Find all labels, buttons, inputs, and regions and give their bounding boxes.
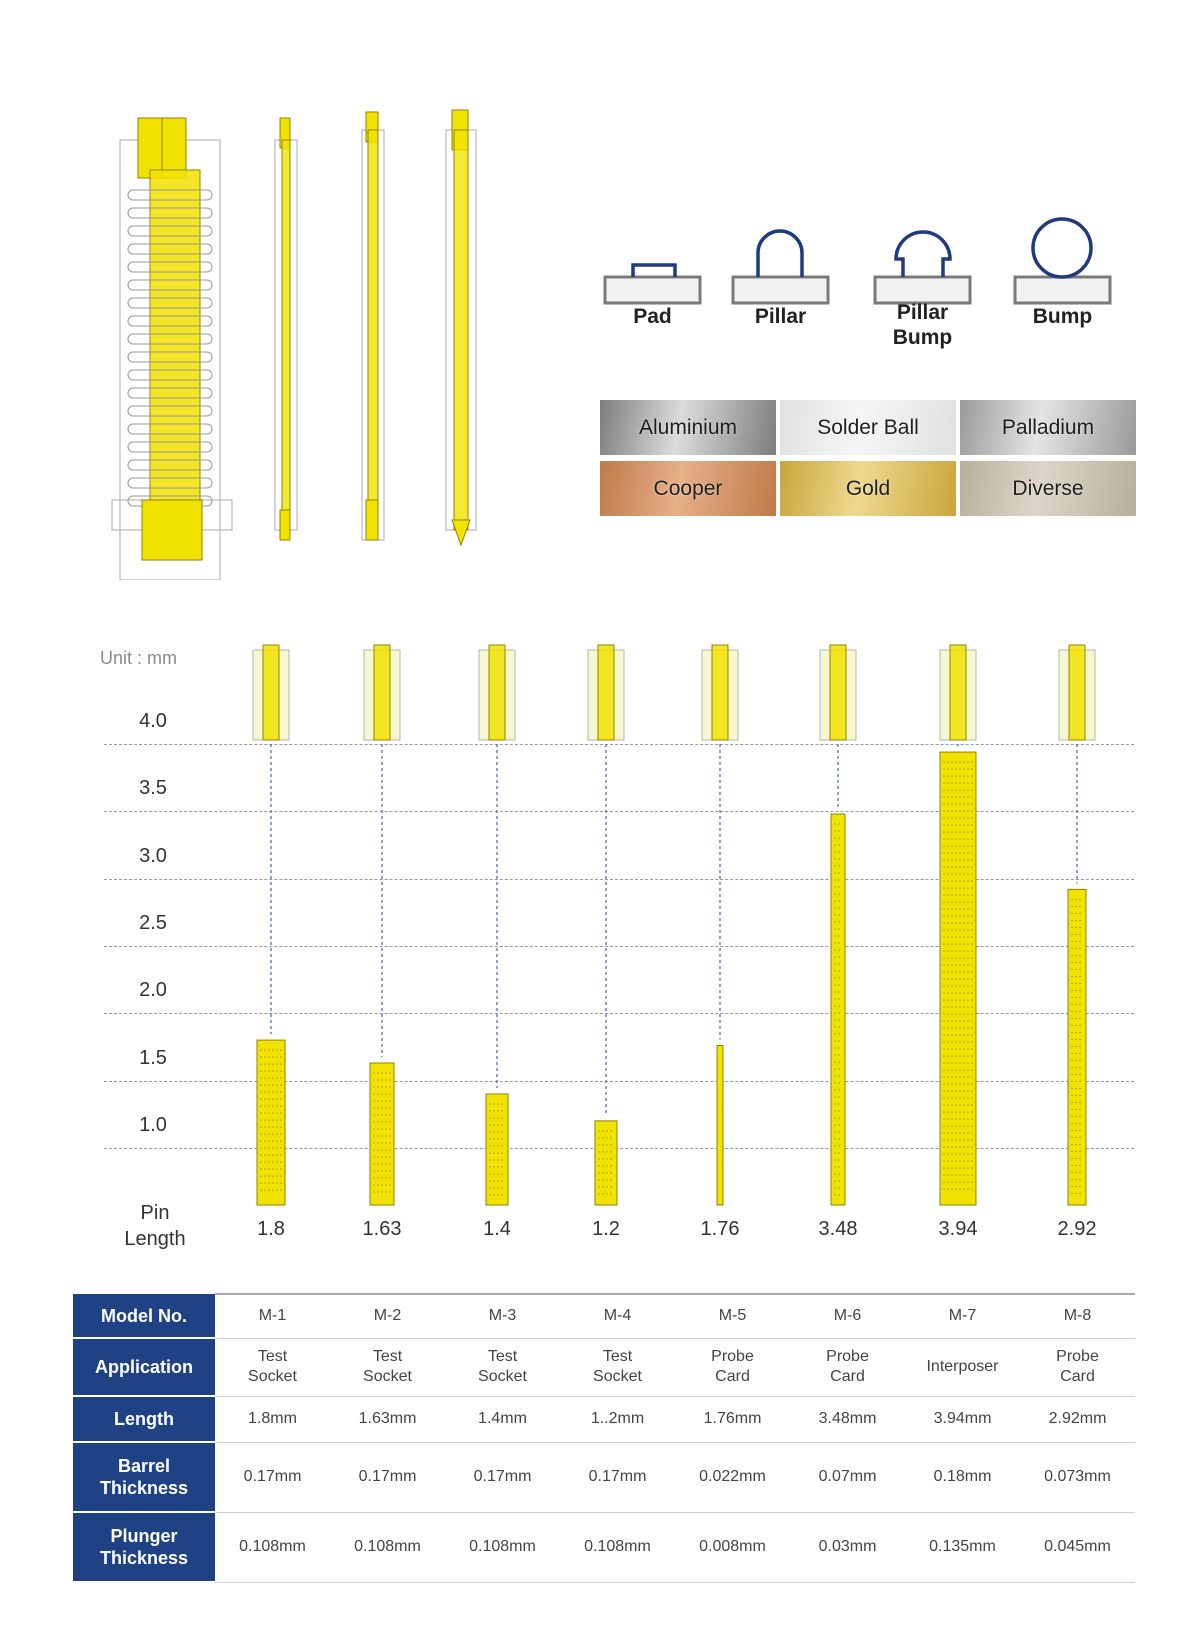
pin-thumbnail-body	[1069, 645, 1085, 740]
length-cell: 1.76mm	[675, 1396, 790, 1442]
pin-length-value: 3.94	[938, 1218, 978, 1240]
pin-thumbnail-body	[489, 645, 505, 740]
bump-icon	[1033, 219, 1091, 277]
model-cell: M-2	[330, 1294, 445, 1338]
pin-illustrations	[100, 100, 520, 580]
material-swatch-gold: Gold	[780, 461, 956, 516]
pillar-bump-icon	[896, 232, 950, 277]
model-cell: M-5	[675, 1294, 790, 1338]
pin-thumbnail-body	[263, 645, 279, 740]
model-cell: M-4	[560, 1294, 675, 1338]
pin-length-value: 3.48	[818, 1218, 858, 1240]
barrel-thickness-cell: 0.07mm	[790, 1442, 905, 1512]
pin-bar-m-1	[257, 1040, 285, 1205]
row-application	[73, 1338, 1135, 1396]
unit-label: Unit : mm	[100, 648, 178, 668]
material-swatch-diverse: Diverse	[960, 461, 1136, 516]
material-swatch-cooper: Cooper	[600, 461, 776, 516]
application-cell: Probe Card	[790, 1338, 905, 1396]
pillar-bump-label: Pillar Bump	[892, 301, 953, 349]
pin-length-value: 1.76	[700, 1218, 740, 1240]
application-cell: Test Socket	[445, 1338, 560, 1396]
pin-thumbnail-body	[374, 645, 390, 740]
length-cell: 1.8mm	[215, 1396, 330, 1442]
y-tick-label: 3.5	[139, 777, 167, 800]
material-swatch-aluminium: Aluminium	[600, 400, 776, 455]
pin-length-value: 1.8	[257, 1218, 285, 1240]
plunger-thickness-cell: 0.108mm	[445, 1512, 560, 1582]
pin-length-value: 1.2	[592, 1218, 620, 1240]
application-cell: Probe Card	[1020, 1338, 1135, 1396]
model-cell: M-3	[445, 1294, 560, 1338]
barrel-thickness-cell: 0.073mm	[1020, 1442, 1135, 1512]
pin-length-value: 1.4	[483, 1218, 511, 1240]
bump-base	[1015, 277, 1110, 303]
application-cell: Probe Card	[675, 1338, 790, 1396]
y-tick-label: 2.5	[139, 911, 167, 934]
barrel-thickness-cell: 0.17mm	[560, 1442, 675, 1512]
spec-table	[73, 1293, 1135, 1583]
contact-shapes	[600, 215, 1140, 315]
barrel-thickness-cell: 0.022mm	[675, 1442, 790, 1512]
plunger-thickness-cell: 0.045mm	[1020, 1512, 1135, 1582]
pin-thumbnail-body	[950, 645, 966, 740]
pad-icon	[633, 265, 675, 277]
barrel-thickness-cell: 0.17mm	[445, 1442, 560, 1512]
model-cell: M-7	[905, 1294, 1020, 1338]
pin-length-value: 1.63	[362, 1218, 402, 1240]
plunger-thickness-cell: 0.135mm	[905, 1512, 1020, 1582]
application-cell: Interposer	[905, 1338, 1020, 1396]
length-cell: 1.63mm	[330, 1396, 445, 1442]
pillar-icon	[758, 231, 802, 277]
header-barrel-thickness: Barrel Thickness	[73, 1442, 215, 1512]
material-swatch-palladium: Palladium	[960, 400, 1136, 455]
pin-bar-m-8	[1068, 889, 1086, 1205]
slim-pin-illustration-2	[362, 112, 384, 540]
row-barrel-thickness	[73, 1442, 1135, 1512]
plunger-thickness-cell: 0.108mm	[330, 1512, 445, 1582]
y-tick-label: 2.0	[139, 979, 167, 1002]
model-cell: M-6	[790, 1294, 905, 1338]
pin-thumbnail-body	[712, 645, 728, 740]
application-cell: Test Socket	[330, 1338, 445, 1396]
pad-label: Pad	[633, 305, 672, 328]
length-cell: 2.92mm	[1020, 1396, 1135, 1442]
pin-length-chart	[0, 620, 1200, 1220]
length-cell: 1..2mm	[560, 1396, 675, 1442]
pillar-label: Pillar	[754, 305, 807, 328]
y-tick-label: 4.0	[139, 710, 167, 732]
application-cell: Test Socket	[560, 1338, 675, 1396]
header-plunger-thickness: Plunger Thickness	[73, 1512, 215, 1582]
pin-bar-m-4	[595, 1121, 617, 1205]
y-tick-label: 3.0	[139, 844, 167, 867]
pin-bar-m-7	[940, 752, 976, 1205]
plunger-thickness-cell: 0.008mm	[675, 1512, 790, 1582]
bump-label: Bump	[1032, 305, 1093, 328]
length-cell: 3.94mm	[905, 1396, 1020, 1442]
pad-base	[605, 277, 700, 303]
plunger-thickness-cell: 0.108mm	[215, 1512, 330, 1582]
model-cell: M-1	[215, 1294, 330, 1338]
length-cell: 3.48mm	[790, 1396, 905, 1442]
pin-length-value: 2.92	[1057, 1218, 1097, 1240]
length-cell: 1.4mm	[445, 1396, 560, 1442]
slim-pin-illustration-3	[446, 110, 476, 545]
row-length	[73, 1396, 1135, 1442]
application-cell: Test Socket	[215, 1338, 330, 1396]
x-axis-label: Pin Length	[124, 1202, 186, 1250]
pin-thumbnail-body	[830, 645, 846, 740]
row-plunger-thickness	[73, 1512, 1135, 1582]
barrel-thickness-cell: 0.17mm	[215, 1442, 330, 1512]
row-model	[73, 1294, 1135, 1338]
y-tick-label: 1.0	[139, 1113, 167, 1136]
header-length: Length	[73, 1396, 215, 1442]
y-tick-label: 1.5	[139, 1046, 167, 1069]
header-model-no: Model No.	[73, 1294, 215, 1338]
barrel-thickness-cell: 0.17mm	[330, 1442, 445, 1512]
barrel-thickness-cell: 0.18mm	[905, 1442, 1020, 1512]
large-pin-illustration	[112, 118, 232, 580]
pin-bar-m-2	[370, 1063, 394, 1205]
material-swatch-solder-ball: Solder Ball	[780, 400, 956, 455]
pillar-base	[733, 277, 828, 303]
pin-thumbnail-body	[598, 645, 614, 740]
model-cell: M-8	[1020, 1294, 1135, 1338]
plunger-thickness-cell: 0.03mm	[790, 1512, 905, 1582]
slim-pin-illustration-1	[275, 118, 297, 540]
plunger-thickness-cell: 0.108mm	[560, 1512, 675, 1582]
header-application: Application	[73, 1338, 215, 1396]
